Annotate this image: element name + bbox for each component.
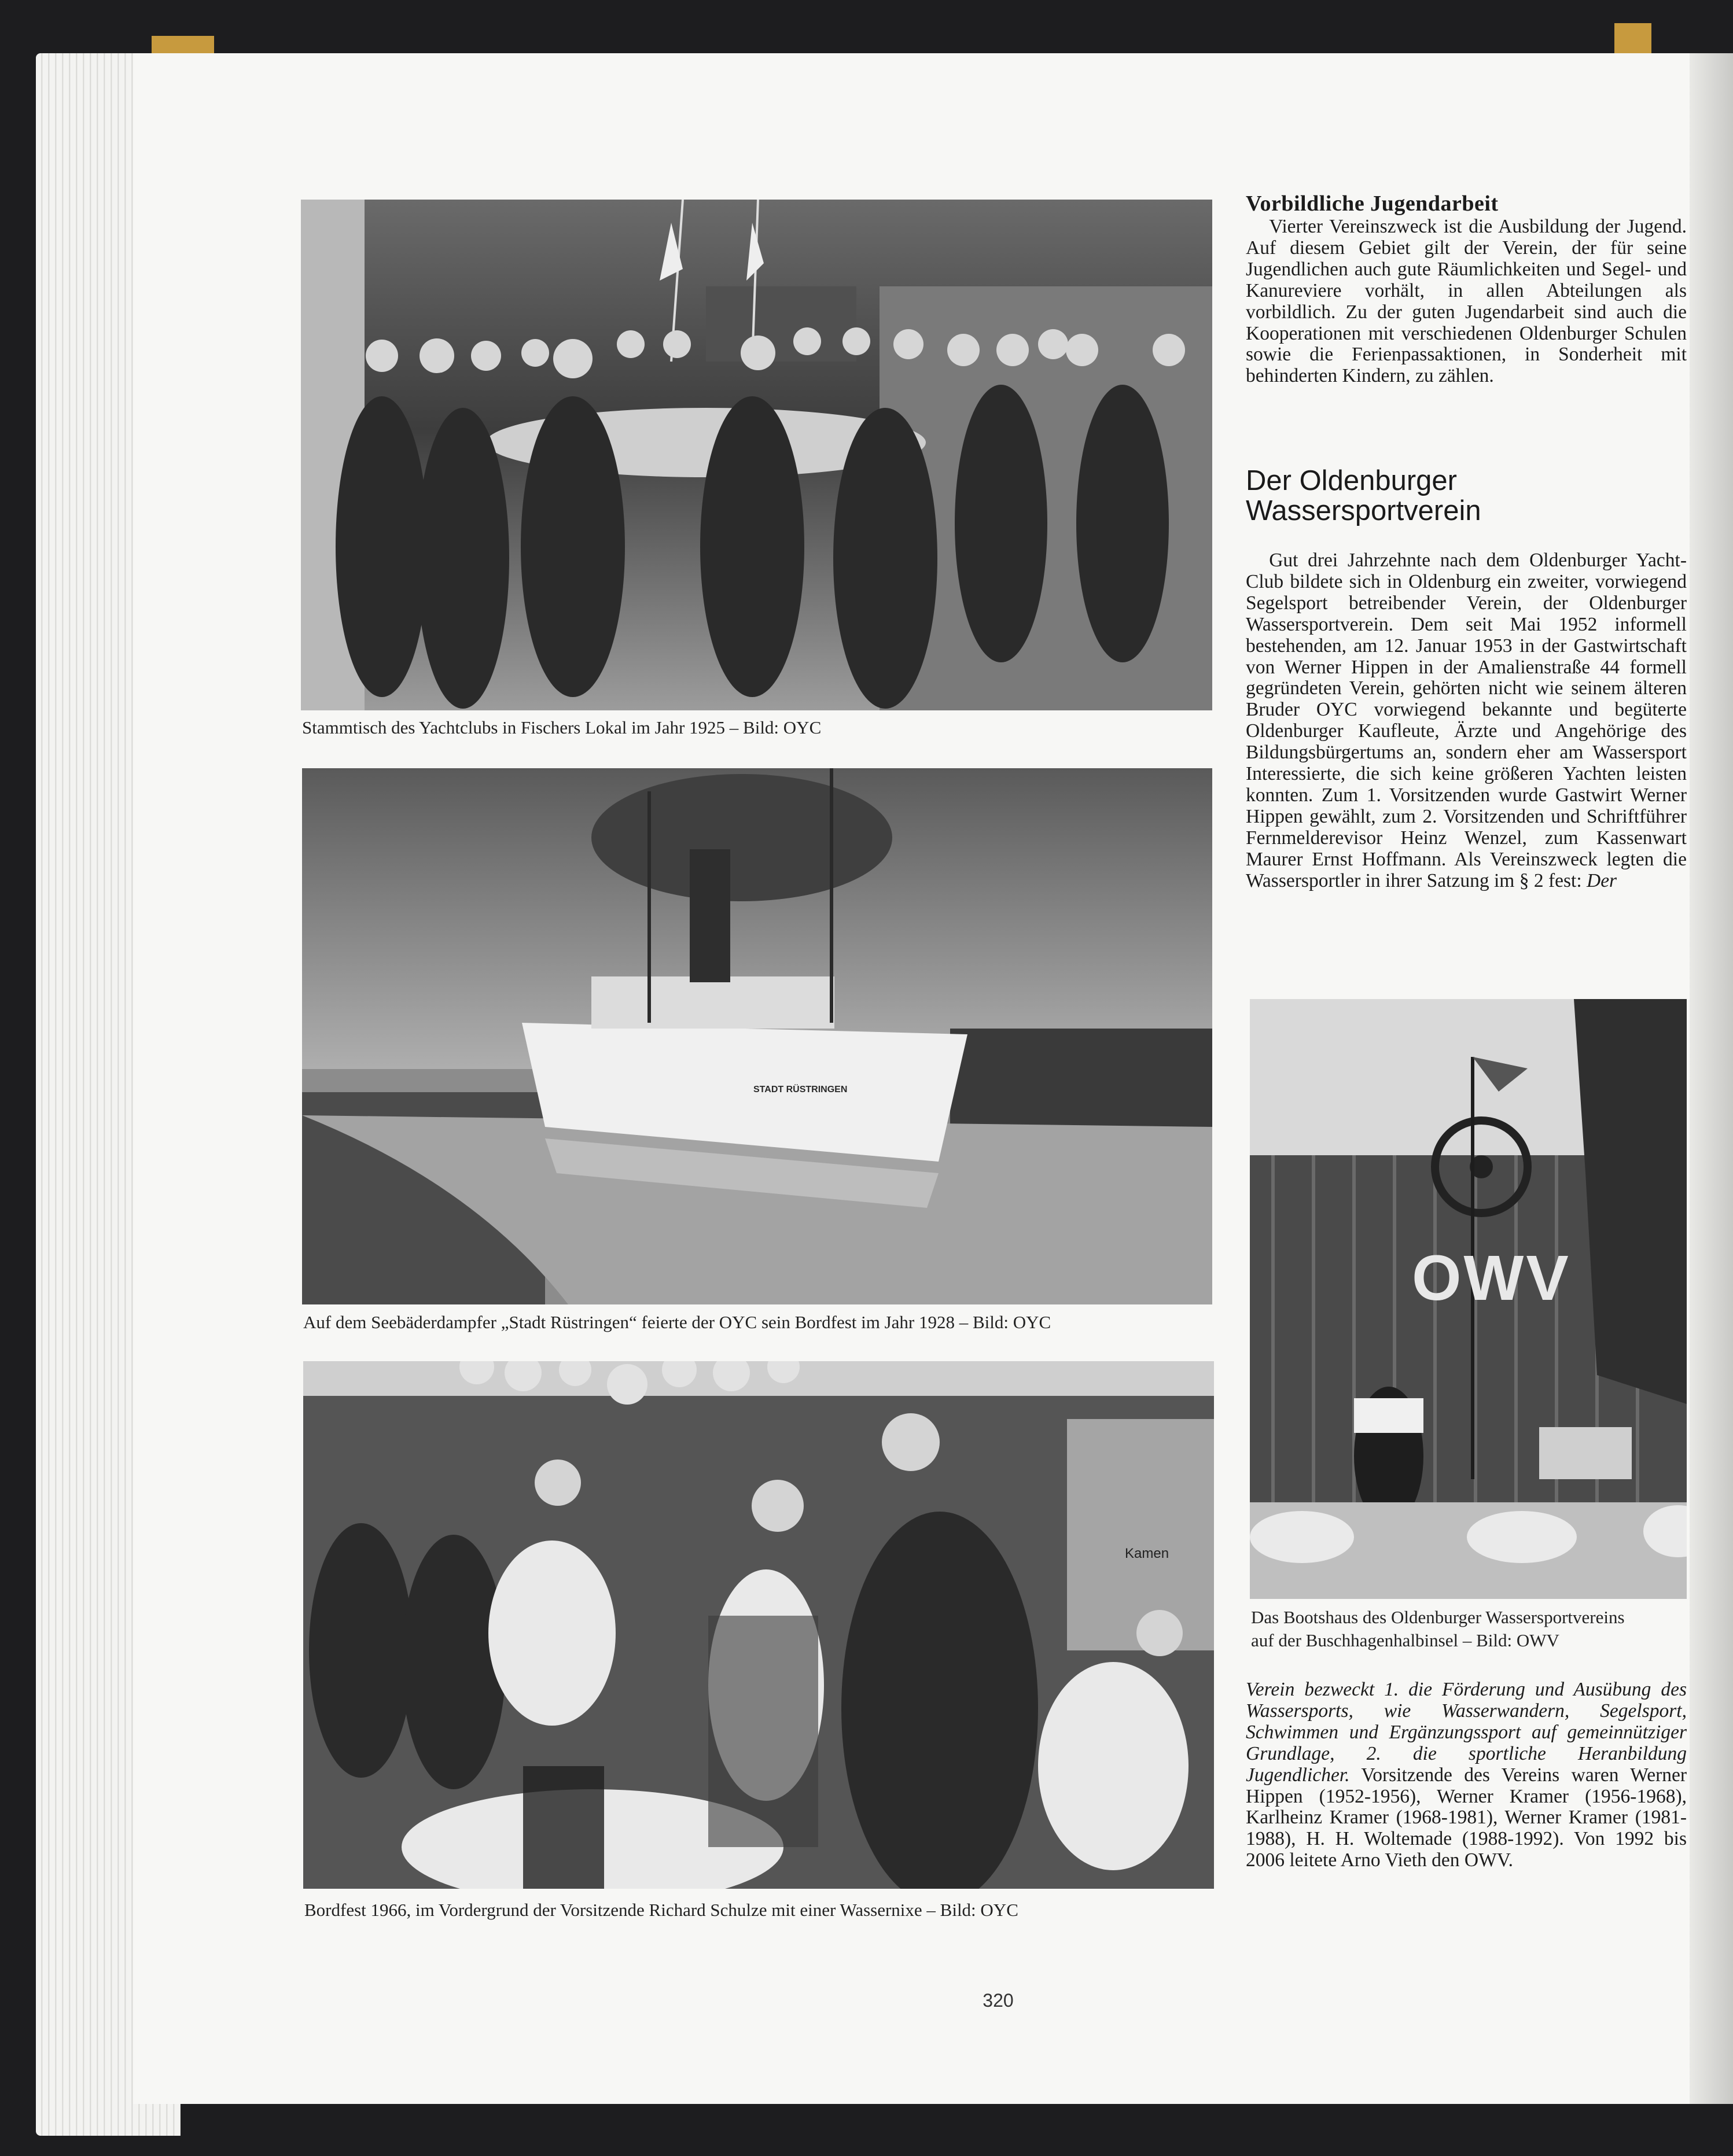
- photo-caption-line: Das Bootshaus des Oldenburger Wassersportvereins: [1251, 1607, 1625, 1627]
- photo-ship-stadt-ruestringen: [302, 768, 1212, 1304]
- group-portrait-image: [301, 200, 1212, 710]
- photo-caption: Stammtisch des Yachtclubs in Fischers Lokal im Jahr 1925 – Bild: OYC: [302, 717, 822, 738]
- body-italic-span: Verein bezweckt 1. die Förderung und Ausübung des Wassersports, wie Wasserwandern, Segelsport, Schwimmen und Ergänzungssport auf gemeinnütziger Grundlage, 2. die sportliche Heranbildung Jugendlicher.: [1246, 1679, 1687, 1786]
- boathouse-image: [1250, 999, 1687, 1599]
- party-scene-image: [303, 1361, 1214, 1889]
- photo-stammtisch-1925: [301, 200, 1212, 710]
- body-italic-span: Der: [1587, 869, 1617, 891]
- page-number: 320: [983, 1990, 1014, 2011]
- section-heading-line: Der Oldenburger: [1246, 465, 1457, 496]
- photo-owv-bootshaus: [1250, 999, 1687, 1599]
- section-heading-line: Wassersportverein: [1246, 495, 1481, 526]
- steamship-image: [302, 768, 1212, 1304]
- section-body: [1246, 1679, 1687, 1871]
- photo-caption: Auf dem Seebäderdampfer „Stadt Rüstringen“ feierte der OYC sein Bordfest im Jahr 1928 – Bild: OYC: [303, 1312, 1051, 1332]
- section-owv: [1246, 466, 1687, 892]
- body-text-span: Vorsitzende des Vereins waren Werner Hippen (1952-1956), Werner Kramer (1956-1968), Karlheinz Kramer (1968-1981), Werner Kramer (1981-1988), H. H. Woltemade (1988-1992). Von 1992 bis 2006 leitete Arno Vieth den OWV.: [1246, 1764, 1687, 1871]
- section-jugendarbeit: [1246, 191, 1687, 387]
- section-owv-continued: [1246, 1679, 1687, 1871]
- bookmark-tab: [1614, 23, 1651, 53]
- ship-name-text: STADT RÜSTRINGEN: [753, 1085, 848, 1094]
- body-text-span: Gut drei Jahrzehnte nach dem Oldenburger Yacht-Club bildete sich in Oldenburg ein zweiter, vorwiegend Segelsport betreibender Verein, der Oldenburger Wassersportverein. Dem seit Mai 1952 informell bestehenden, am 12. Januar 1953 in der Gastwirtschaft von Werner Hippen in der Amalienstraße 44 formell gegründeten Verein, gehörten nicht wie seinem älteren Bruder OYC vorwiegend bekannte und begüterte Oldenburger Kaufleute, Ärzte und Angehörige des Bildungsbürgertums an, sondern eher am Wassersport Interessierte, die sich keine größeren Yachten leisten konnten. Zum 1. Vorsitzenden wurde Gastwirt Werner Hippen gewählt, zum 2. Vorsitzenden und Schriftführer Fernmelderevisor Heinz Wenzel, zum Kassenwart Maurer Ernst Hoffmann. Als Vereinszweck legten die Wassersportler in ihrer Satzung im § 2 fest:: [1246, 550, 1687, 891]
- section-body: [1246, 550, 1687, 892]
- photo-caption: Bordfest 1966, im Vordergrund der Vorsitzende Richard Schulze mit einer Wassernixe – Bild: OYC: [304, 1900, 1018, 1920]
- owv-sign-text: OWV: [1412, 1243, 1571, 1314]
- page-gutter-shadow: [1690, 53, 1733, 2104]
- poster-text: Kamen: [1125, 1546, 1169, 1561]
- photo-caption-line: auf der Buschhagenhalbinsel – Bild: OWV: [1251, 1630, 1559, 1650]
- photo-bordfest-1966: [303, 1361, 1214, 1889]
- section-body: Vierter Vereinszweck ist die Ausbildung der Jugend. Auf diesem Gebiet gilt der Verein, der für seine Jugendlichen auch gute Räumlichkeiten und Segel- und Kanureviere vorhält, in allen Abteilungen als vorbildlich. Zu der guten Jugendarbeit sind auch die Kooperationen mit verschiedenen Oldenburger Schulen sowie die Ferienpassaktionen, in Sonderheit mit behinderten Kindern, zu zählen.: [1246, 216, 1687, 387]
- section-heading: Vorbildliche Jugendarbeit: [1246, 191, 1499, 216]
